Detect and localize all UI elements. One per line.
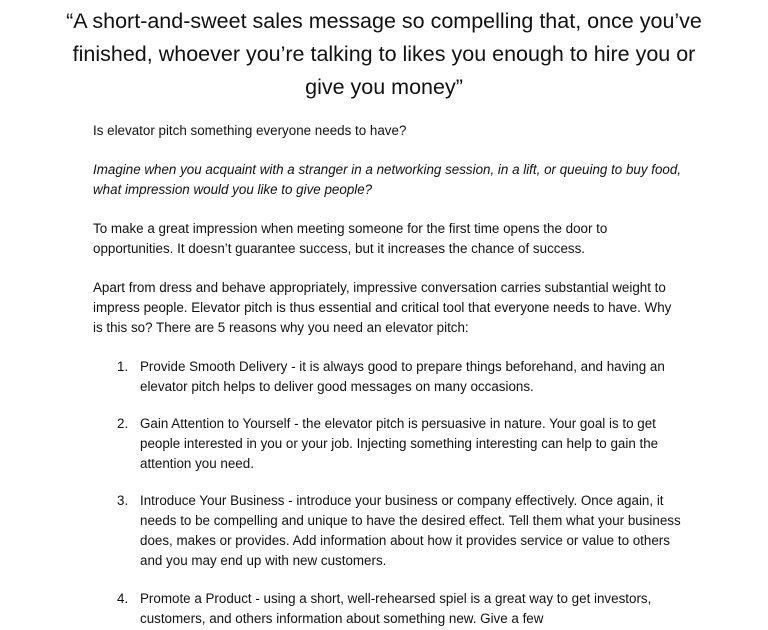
list-item-text: Gain Attention to Yourself - the elevator pitch is persuasive in nature. Your goal is to get people interested in you or your job. Injecting something interesting can help to gain the attention you need. <box>140 416 659 471</box>
list-item-number: 1. <box>117 359 129 374</box>
list-item-number: 2. <box>117 416 129 431</box>
list-item-number: 3. <box>117 493 129 508</box>
paragraph-question: Is elevator pitch something everyone needs to have? <box>93 123 407 138</box>
list-item-text: Introduce Your Business - introduce your business or company effectively. Once again, it needs to be compelling and unique to have the desired effect. Tell them what your business does, makes or provides. Add information about how it provides service or value to others and you may end up with new customers. <box>140 493 681 568</box>
list-item-text: Provide Smooth Delivery - it is always good to prepare things beforehand, and having an elevator pitch helps to deliver good messages on many occasions. <box>140 359 665 394</box>
paragraph-imagine: Imagine when you acquaint with a stranger in a networking session, in a lift, or queuing to buy food, what impression would you like to give people? <box>93 162 682 197</box>
paragraph-impression: To make a great impression when meeting someone for the first time opens the door to opportunities. It doesn’t guarantee success, but it increases the chance of success. <box>93 221 608 256</box>
list-item-number: 4. <box>117 591 129 606</box>
list-item-text: Promote a Product - using a short, well-rehearsed spiel is a great way to get investors, customers, and others information about something new. Give a few <box>140 591 652 626</box>
page-title: “A short-and-sweet sales message so compelling that, once you’ve finished, whoever you’re talking to likes you enough to hire you or give you money” <box>66 9 702 99</box>
paragraph-reasons-intro: Apart from dress and behave appropriately, impressive conversation carries substantial weight to impress people. Elevator pitch is thus essential and critical tool that everyone needs to have. Why is this so? There are 5 reasons why you need an elevator pitch: <box>93 280 672 335</box>
